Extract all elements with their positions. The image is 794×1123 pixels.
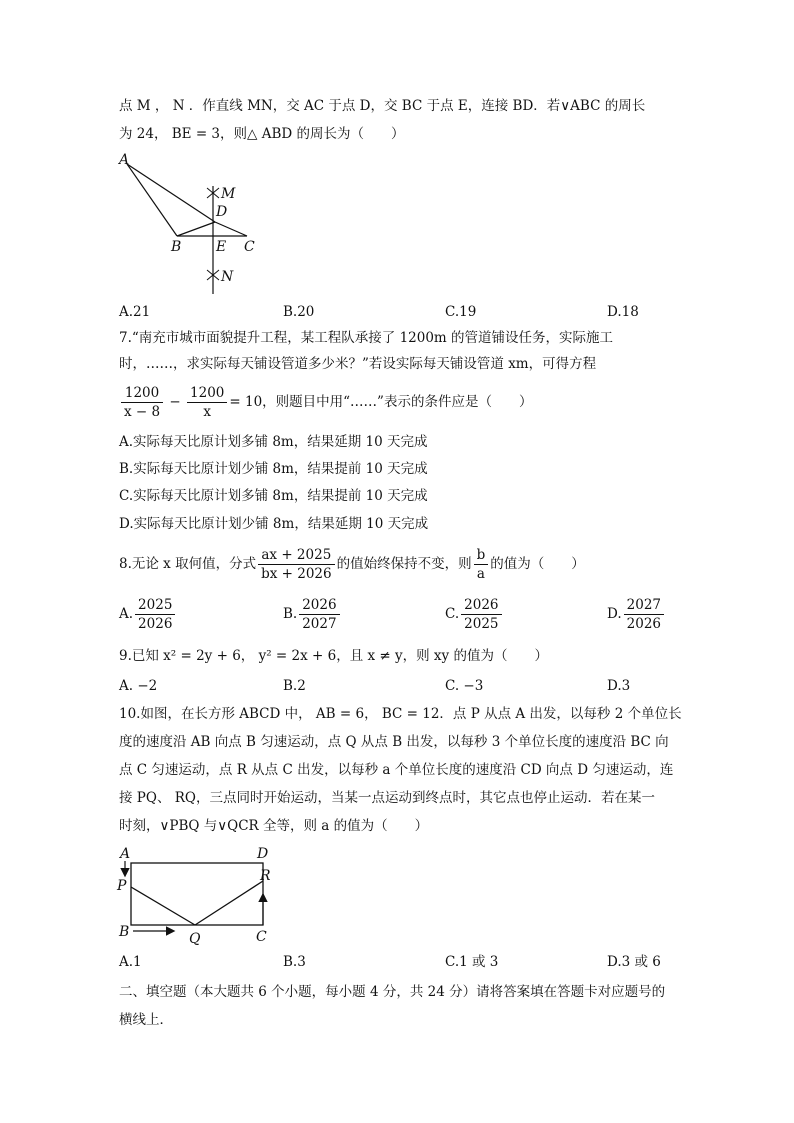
q6-label-b: B: [171, 239, 182, 255]
q10-option-c: C.1 或 3: [445, 954, 499, 970]
section2-heading-line2: 横线上．: [119, 1012, 173, 1028]
q9-option-c: C. −3: [445, 678, 484, 694]
q8-option-a: A. $\frac{2025}{2026}$: [119, 594, 177, 634]
q7-option-c: C.实际每天比原计划多铺 8m，结果提前 10 天完成: [119, 488, 428, 504]
q6-label-a: A: [119, 152, 130, 168]
q6-label-d: D: [216, 204, 228, 220]
q6-option-d: D.18: [607, 304, 639, 320]
q6-text-line1: 点 M ， N ．作直线 MN，交 AC 于点 D，交 BC 于点 E，连接 BD．若∨ABC 的周长: [119, 98, 646, 114]
q7-fraction-1: $\frac{1200}{x - 8}$: [121, 384, 163, 421]
q7-text-line1: 7.“南充市城市面貌提升工程，某工程队承接了 1200m 的管道铺设任务，实际施工: [119, 330, 614, 346]
q10-rectangle-figure: [115, 843, 280, 948]
q8-ratio-fraction: $\frac{b}{a}$: [474, 546, 489, 583]
q8-fraction: $\frac{ax + 2025}{bx + 2026}$: [258, 546, 335, 583]
q10-text-line4: 接 PQ、 RQ，三点同时开始运动，当某一点运动到终点时，其它点也停止运动．若在某一: [119, 790, 655, 806]
q7-option-d: D.实际每天比原计划少铺 8m，结果延期 10 天完成: [119, 516, 429, 532]
q6-label-e: E: [216, 239, 227, 255]
q9-option-b: B.2: [283, 678, 306, 694]
q8-option-c: C. $\frac{2026}{2025}$: [445, 594, 504, 634]
q6-text-line2: 为 24， BE = 3，则△ ABD 的周长为（ ）: [119, 126, 405, 142]
q10-option-d: D.3 或 6: [607, 954, 661, 970]
q6-option-b: B.20: [283, 304, 315, 320]
q10-label-b: B: [119, 924, 130, 940]
q9-text: 9.已知 x² = 2y + 6， y² = 2x + 6，且 x ≠ y，则 xy 的值为（ ）: [119, 648, 548, 664]
q6-triangle-figure: [115, 150, 275, 300]
q6-label-n: N: [221, 269, 234, 285]
q8-text: 8.无论 x 取何值，分式 $\frac{ax + 2025}{bx + 2026}$ 的值始终保持不变，则 $\frac{b}{a}$ 的值为（ ）: [119, 547, 585, 582]
q8-option-d: D. $\frac{2027}{2026}$: [607, 594, 666, 634]
q8-option-b: B. $\frac{2026}{2027}$: [283, 594, 342, 634]
q10-text-line2: 度的速度沿 AB 向点 B 匀速运动，点 Q 从点 B 出发，以每秒 3 个单位长度的速度沿 BC 向: [119, 734, 669, 750]
q10-label-p: P: [117, 878, 127, 894]
q7-option-b: B.实际每天比原计划少铺 8m，结果提前 10 天完成: [119, 461, 428, 477]
q10-label-a: A: [120, 846, 131, 862]
q7-equation: $\frac{1200}{x - 8}$ − $\frac{1200}{x}$ = 10，则题目中用“……”表示的条件应是（ ）: [119, 380, 532, 424]
section2-heading-line1: 二、填空题（本大题共 6 个小题，每小题 4 分，共 24 分）请将答案填在答题卡对应题号的: [119, 984, 666, 1000]
q10-label-d: D: [257, 846, 269, 862]
q6-label-c: C: [244, 239, 255, 255]
q10-label-c: C: [256, 929, 267, 945]
q10-option-a: A.1: [119, 954, 142, 970]
q6-option-c: C.19: [445, 304, 477, 320]
q10-label-r: R: [260, 868, 271, 884]
q10-text-line5: 时刻，∨PBQ 与∨QCR 全等，则 a 的值为（ ）: [119, 818, 429, 834]
q6-label-m: M: [221, 186, 236, 202]
q9-option-d: D.3: [607, 678, 631, 694]
q7-equation-tail: = 10，则题目中用“……”表示的条件应是（ ）: [229, 394, 533, 410]
q7-fraction-2: $\frac{1200}{x}$: [187, 384, 227, 421]
q10-label-q: Q: [189, 931, 201, 947]
q10-option-b: B.3: [283, 954, 306, 970]
q7-text-line2: 时，……，求实际每天铺设管道多少米？”若设实际每天铺设管道 xm，可得方程: [119, 356, 597, 372]
q6-option-a: A.21: [119, 304, 151, 320]
q7-option-a: A.实际每天比原计划多铺 8m，结果延期 10 天完成: [119, 434, 428, 450]
q10-text-line3: 点 C 匀速运动，点 R 从点 C 出发，以每秒 a 个单位长度的速度沿 CD 向点 D 匀速运动，连: [119, 762, 674, 778]
q9-option-a: A. −2: [119, 678, 158, 694]
q10-text-line1: 10.如图，在长方形 ABCD 中， AB = 6， BC = 12．点 P 从点 A 出发，以每秒 2 个单位长: [119, 706, 682, 722]
